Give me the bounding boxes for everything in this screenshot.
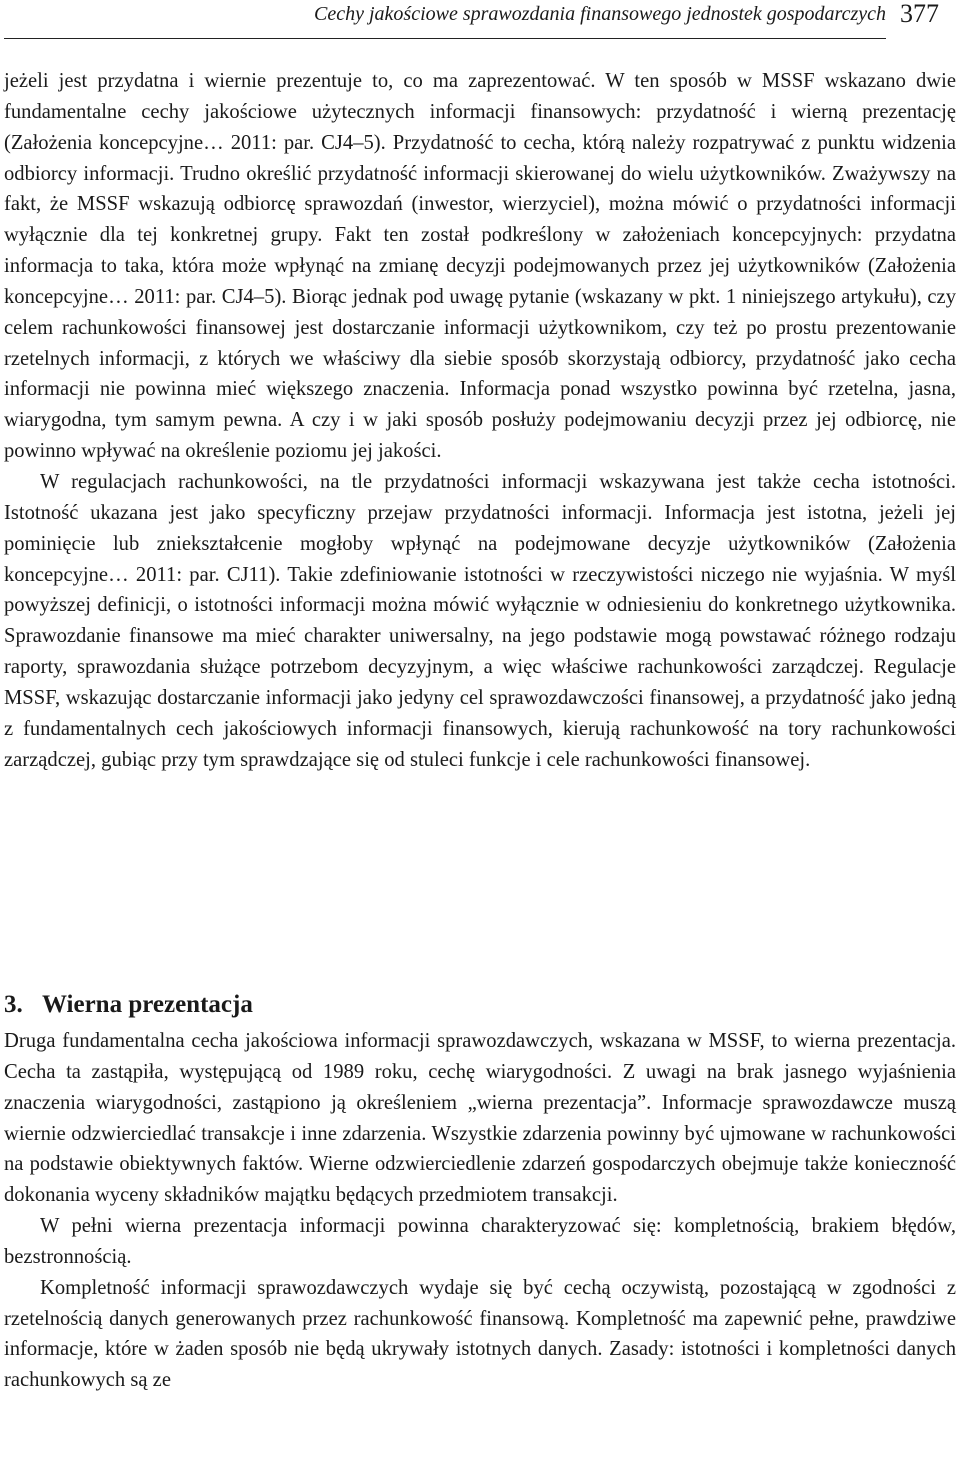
- section-number: 3.: [4, 991, 23, 1018]
- running-header-title: Cechy jakościowe sprawozdania finansowego jednostek gospodarczych: [314, 3, 886, 25]
- paragraph: jeżeli jest przydatna i wiernie prezentuje to, co ma zaprezentować. W ten sposób w MSSF wskazano dwie fundamentalne cechy jakościowe użytecznych informacji finansowych: przydatność i wierną prezentację (Założenia koncepcyjne… 2011: par. CJ4–5). Przydatność to cecha, którą należy rozpatrywać z punktu widzenia odbiorcy informacji. Trudno określić przydatność informacji skierowanej do wielu użytkowników. Zważywszy na fakt, że MSSF wskazują odbiorcę sprawozdań (inwestor, wierzyciel), można mówić o przydatności informacji wyłącznie dla tej konkretnej grupy. Fakt ten został podkreślony w założeniach koncepcyjnych: przydatna informacja to taka, która może wpłynąć na zmianę decyzji podejmowanych przez jej użytkowników (Założenia koncepcyjne… 2011: par. CJ4–5). Biorąc jednak pod uwagę pytanie (wskazany w pkt. 1 niniejszego artykułu), czy celem rachunkowości finansowej jest dostarczanie informacji użytkownikom, czy też po prostu prezentowanie rzetelnych informacji, z których we właściwy dla siebie sposób skorzystają odbiorcy, przydatność jako cecha informacji nie powinna mieć większego znaczenia. Informacja ponad wszystko powinna być rzetelna, jasna, wiarygodna, tym samym pewna. A czy i w jaki sposób posłuży podejmowaniu decyzji przez jej odbiorcę, nie powinno wpływać na określenie poziomu jej jakości.: [4, 70, 956, 463]
- body-text-lower: [4, 1026, 956, 1396]
- paragraph: Kompletność informacji sprawozdawczych wydaje się być cechą oczywistą, pozostającą w zgodności z rzetelnością danych generowanych przez rachunkowość finansową. Kompletność ma zapewnić pełne, prawdziwe informacje, które w żaden sposób nie będą ukrywały istotnych danych. Zasady: istotności i kompletności danych rachunkowych są ze: [4, 1276, 956, 1392]
- body-text-upper: [4, 66, 956, 775]
- paragraph: W pełni wierna prezentacja informacji powinna charakteryzować się: kompletnością, brakiem błędów, bezstronnością.: [4, 1215, 956, 1268]
- section-heading: [4, 990, 253, 1020]
- paragraph: Druga fundamentalna cecha jakościowa informacji sprawozdawczych, wskazana w MSSF, to wierna prezentacja. Cecha ta zastąpiła, występującą od 1989 roku, cechę wiarygodności. Z uwagi na brak jasnego wyjaśnienia znaczenia wiarygodności, zastąpiono ją określeniem „wierna prezentacja”. Informacje sprawozdawcze muszą wiernie odzwierciedlać transakcje i inne zdarzenia. Wszystkie zdarzenia powinny być ujmowane w rachunkowości na podstawie obiektywnych faktów. Wierne odzwierciedlenie zdarzeń gospodarczych obejmuje także konieczność dokonania wyceny składników majątku będących przedmiotem transakcji.: [4, 1030, 956, 1207]
- paragraph: W regulacjach rachunkowości, na tle przydatności informacji wskazywana jest także cecha istotności. Istotność ukazana jest jako specyficzny przejaw przydatności informacji. Informacja jest istotna, jeżeli jej pominięcie lub zniekształcenie mogłoby wpłynąć na podejmowane decyzje użytkowników (Założenia koncepcyjne… 2011: par. CJ11). Takie zdefiniowanie istotności w rzeczywistości niczego nie wyjaśnia. W myśl powyższej definicji, o istotności informacji można mówić wyłącznie w odniesieniu do konkretnego użytkownika. Sprawozdanie finansowe ma mieć charakter uniwersalny, na jego podstawie mogą powstawać różnego rodzaju raporty, sprawozdania służące potrzebom decyzyjnym, a więc właściwe rachunkowości zarządczej. Regulacje MSSF, wskazując dostarczanie informacji jako jedyny cel sprawozdawczości finansowej, a przydatność jako jedną z fundamentalnych cech jakościowych informacji finansowych, kierują rachunkowość na tory rachunkowości zarządczej, gubiąc przy tym sprawdzające się od stuleci funkcje i cele rachunkowości finansowej.: [4, 470, 956, 771]
- running-header: [4, 0, 886, 39]
- section-title: Wierna prezentacja: [42, 991, 253, 1018]
- page-number: 377: [900, 0, 939, 28]
